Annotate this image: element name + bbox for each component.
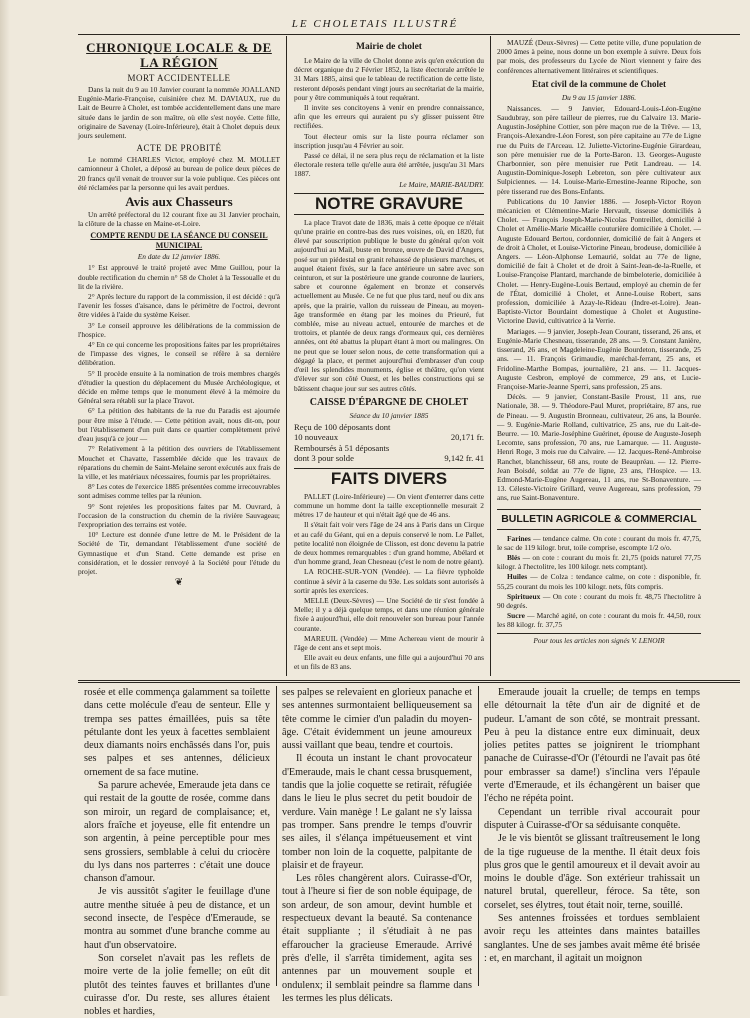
conseil-heading: COMPTE RENDU DE LA SÉANCE DU CONSEIL MUNICIPAL xyxy=(90,231,268,251)
story-paragraph: Je vis aussitôt s'agiter le feuillage d'une autre menthe située à peu de distance, et un second insecte, de l'espèce d'Emeraude, se montra au sommet d'une branche comme au haut d'un observatoire. xyxy=(84,886,270,951)
conseil-item: 1° Est approuvé le traité projeté avec Mme Guillou, pour la double rectification du chemin n° 58 de Cholet à la Tessoualle et du lit de la rivière. xyxy=(78,263,280,291)
avis-text: Un arrêté préfectoral du 12 courant fixe au 31 Janvier prochain, la clôture de la chasse en Maine-et-Loire. xyxy=(78,210,280,229)
caisse-row: 10 nouveaux 20,171 fr. xyxy=(294,432,484,443)
mauze-text: MAUZÉ (Deux-Sèvres) — Cette petite ville, d'une population de 2000 âmes à peine, nous donne un bon exemple à suivre. Deux fois par mois, des professeurs du Lycée de Niort viennent y faire des conférences alternativement littéraires et scientifiques. xyxy=(497,38,701,75)
column-divider xyxy=(276,686,277,986)
upper-column-2 xyxy=(294,38,484,674)
top-rule xyxy=(78,34,740,35)
section-rule xyxy=(78,680,740,681)
bulletin-item: Blés — on cote : courant du mois fr. 21,75 (poids naturel 77,75 kilogr. à l'hectolitre, les 100 kilogr. nets comptant). xyxy=(497,552,701,572)
probite-text: Le nommé CHARLES Victor, employé chez M. MOLLET camionneur à Cholet, a déposé au bureau de police deux pièces de 20 francs qu'il venait de trouver sur la voie publique. Ces pièces ont été réclamées par la personne qui les avait perdues. xyxy=(78,155,280,192)
mairie-text: Le Maire de la ville de Cholet donne avis qu'en exécution du décret organique du 2 Février 1852, la liste électorale arrêtée le 31 Mars 1885, ainsi que le tableau de rectification de cette liste, resteront déposés pendant vingt jours au secrétariat de la mairie, pour y être communiqués à tout requérant. xyxy=(294,56,484,102)
lower-column-2 xyxy=(282,686,472,1004)
mairie-text: Tout électeur omis sur la liste pourra réclamer son inscription jusqu'au 4 Février au soir. xyxy=(294,131,484,150)
story-paragraph: Emeraude jouait la cruelle; de temps en temps elle détournait la tête d'un air de dignité et de pudeur. L'amant de son côté, se montrait pressant. Peu à peu la distance entre eux diminuait, deux jolies petites pattes se joignirent le triomphant panache de Cuirasse-d'Or (l'étourdi ne l'avait pas ôté pour embrasser sa dame!) s'inclina vers l'épaule verte d'Emeraude, et ils échangèrent un baiser que l'écho ne répéta point. xyxy=(484,687,700,805)
deces-text: Décès. — 9 janvier, Constant-Basile Proust, 11 ans, rue Nationale, 38. — 9. Théodore-Paul Muret, propriétaire, 87 ans, rue de Pineau. — 9. Augustin Bronneau, cultivateur, 26 ans, la Bourée. — 9. Eugénie-Marie Rolland, cultivatrice, 25 ans, rue du Lait-de-Beurre. — 10. Marie-Joséphine Guérinet, épouse de Auguste-Joseph Lecomte, sans profession, 70 ans, rue Lamarque. — 11. Auguste-Henri Roge, 3 mois rue du Calvaire. — 12. Jacques-René-Ambroise Ranchet, blanchisseur, 68 ans, route de Beaupréau. — 12. Pierre-Jean Boisdé, soldat au 77e de ligne, 23 ans, l'Hospice. — 13. Edmond-Marie-Eugène Augereau, 11 ans, rue St-Bonaventure. — 13. Céleste-Victoire Grillard, veuve Augereau, sans profession, 79 ans, rue Saint-Bonaventure. xyxy=(497,392,701,503)
conseil-item: 9° Sont rejetées les propositions faites par M. Ouvrard, à l'occasion de la construction du chemin de la rivière Sauvageau; l'expropriation des terrains est votée. xyxy=(78,501,280,529)
lower-column-3 xyxy=(484,686,700,986)
etat-civil-heading: Etat civil de la commune de Cholet xyxy=(532,78,666,89)
faits-item: Elle avait eu deux enfants, une fille qui a aujourd'hui 70 ans et un fils de 83 ans. xyxy=(294,653,484,672)
conseil-date: En date du 12 janvier 1886. xyxy=(137,252,221,262)
conseil-item: 8° Les cotes de l'exercice 1885 présentées comme irrecouvrables sont admises comme telles par la réunion. xyxy=(78,482,280,501)
conseil-item: 6° La pétition des habitants de la rue du Paradis est ajournée pour être mise à l'étude. — Cette pétition avait, nous dit-on, pour but l'établissement d'un puit dans ce quartier complètement privé d'eau jusqu'à ce jour — xyxy=(78,406,280,444)
mairie-signature: Le Maire, MARIE-BAUDRY. xyxy=(399,179,484,189)
conseil-item: 7° Relativement à la pétition des ouvriers de l'établissement Mouchet et Chavatte, l'assemblée décide que les travaux de réparations du chemin de Saint-Melaine seront exécutés aux frais de la ville, et les matériaux nécessaires, fournis par les propriétaires. xyxy=(78,444,280,481)
conseil-item: 5° Il procède ensuite à la nomination de trois membres chargés d'étudier la question du déplacement du Musée Archéologique, et décide en même temps que le monument élevé à la mémoire du Général sera rétabli sur la place Travot. xyxy=(78,368,280,406)
caisse-row: dont 3 pour solde 9,142 fr. 41 xyxy=(294,453,484,464)
column-divider xyxy=(490,36,491,676)
conseil-item: 2° Après lecture du rapport de la commission, il est décidé : qu'à l'avenir les fosses d'aisance, dans le périmètre de l'octroi, devront être vidées à l'aide du système Keiser. xyxy=(78,292,280,320)
lower-column-1 xyxy=(84,686,270,1018)
publications-text: Publications du 10 Janvier 1886. — Joseph-Victor Royon mécanicien et Clémentine-Marie Hervault, tisseuse domiciliés à Cholet. — François Joseph-Marie-Nicolas Pontreillet, domicilié à Cholet et Amélie-Marie Micaëlle couturière domiciliée à Cholet. — Auguste Edouard Bertou, cordonnier, domicilié de fait à Angers et de droit à Cholet, et Louise-Victorine Pineau, brodeuse, domiciliée à Angers. — Léon-Alphonse Lemaurié, soldat au 77e de ligne, domicilié de fait à Cholet et de droit à Saint-Jean-de-la-Ruelle, et Louise-Françoise Plantard, marchande de bimbeloterie, domiciliée à Cholet. — Henry-Eugène-Louis Bertaud, employé au chemin de fer de l'État, domicilié à Cholet, et Anne-Louise Robert, sans profession, domiciliée à Azay-le-Rideau (Indre-et-Loire). Jean-Baptiste-Victor Bourdaint domestique à Cholet et Augustine-Victorine David, cultivatrice à la Verrie. xyxy=(497,196,701,326)
caisse-row: Remboursés à 51 déposants xyxy=(294,442,390,453)
upper-column-1 xyxy=(78,38,280,674)
story-paragraph: Les rôles changèrent alors. Cuirasse-d'Or, tout à l'heure si fier de son noble équipage, de son ardeur, de son amour, devint humble et respectueux devant la beauté. Sa contenance était suppliante ; il s'étudiait à ne pas effaroucher la gracieuse Emeraude. Arrivé près d'elle, il s'arrêta timidement, agita ses antennes par un mouvement souple et ondulenx; il semblait peindre sa flamme dans les termes les plus délicats. xyxy=(282,873,472,1004)
story-paragraph: rosée et elle commença galamment sa toilette dans cette molécule d'eau de senteur. Elle y trempa ses pattes émaillées, puis sa tête pétulante dont les yeux à facettes semblaient deux diamants noirs enchâssés dans l'or, puis ses palpes et ses antennes, délicieux ornement de sa face mutine. xyxy=(84,687,270,778)
caisse-date: Séance du 10 janvier 1885 xyxy=(349,410,429,420)
avis-heading: Avis aux Chasseurs xyxy=(125,194,233,210)
column-divider xyxy=(478,686,479,986)
caisse-heading: CAISSE D'ÉPARGNE DE CHOLET xyxy=(309,396,469,408)
etat-civil-date: Du 9 au 15 janvier 1886. xyxy=(561,92,637,102)
gravure-text: La place Travot date de 1836, mais à cette époque ce n'était qu'une prairie en contre-bas des rues voisines, où, en 1820, fut élevé par souscription publique le buste du général qu'on voit aujourd'hui au Mail, buste en bronze, œuvre de David d'Angers, posé sur un piédestal en granit rehaussé de plusieurs marches, et auquel étaient fixés, sur la face antérieure un sabre avec son ceinturon, et sur la postérieure une grande couronne de lauriers, sabre et couronne également en bronze et conservés actuellement au Musée. Ce ne fut que plus tard, neuf ou dix ans après, que la prairie, vallon du ruisseau de Pineau, au moyen-âge transformée en étang par les moines du Prieuré, fut comblée, mise au niveau actuel, entourée de marches et de trottoirs, et plantée de deux rangs d'ormeaux qui, ces dernières années, ont été abattus la plupart étant à mort ou malingres. On ne peut que se louer selon nous, de cette transformation qui a dégagé la place, et permet aujourd'hui d'embrasser d'un coup d'œil les splendides monuments, église et théâtre, qu'on vient d'élever sur son côté Ouest, et les belles constructions qui se bâtissent chaque jour sur ses autres côtés. xyxy=(294,217,484,393)
section-rule-double xyxy=(78,682,740,683)
faits-heading: FAITS DIVERS xyxy=(294,468,484,489)
page-fold-shadow xyxy=(0,0,10,996)
story-paragraph: ses palpes se relevaient en glorieux panache et ses antennes surmontaient belliqueusement sa tête comme le cimier d'un paladin du moyen-âge. C'était évidemment un jeune amoureux aussi vaillant que beau, tendre et courtois. xyxy=(282,687,472,752)
conseil-item: 3° Le conseil approuve les délibérations de la commission de l'hospice. xyxy=(78,320,280,339)
story-paragraph: Sa parure achevée, Emeraude jeta dans ce qui restait de la goutte de rosée, comme dans son miroir, un regard de complaisance; et, alors fraîche et joyeuse, elle fit entendre un son argentin, à peine perceptible pour mes sens grossiers, semblable à celui du criocère du lys dans nos parterres : c'était une douce chanson d'amour. xyxy=(84,780,270,885)
mort-heading: MORT ACCIDENTELLE xyxy=(127,73,231,83)
story-paragraph: Il écouta un instant le chant provocateur d'Emeraude, mais le chant cessa brusquement, tandis que la jolie coquette se retirait, réfugiée dans le lieu le plus secret du petit boudoir de verdure. Vain manège ! Le galant ne s'y laissa pas tromper. Sans prendre le temps d'ouvrir ses ailes, il s'élança impétueusement et vint tomber non loin de la coquette, palpitante de plaisir et de frayeur. xyxy=(282,753,472,871)
story-paragraph: Cependant un terrible rival accourait pour disputer à Cuirasse-d'Or sa séduisante conquête. xyxy=(484,806,700,831)
fleuron-ornament-icon: ❦ xyxy=(174,577,184,589)
faits-item: PALLET (Loire-Inférieure) — On vient d'enterrer dans cette commune un homme dont la taille exceptionnelle mesurait 2 mètres 17 de hauteur et qui n'était âgé que de 46 ans. xyxy=(294,491,484,520)
masthead: LE CHOLETAIS ILLUSTRÉ xyxy=(291,18,459,30)
caisse-row: Reçu de 100 déposants dont xyxy=(294,421,391,432)
story-paragraph: Je le vis bientôt se glissant traîtreusement le long de la tige rugueuse de la menthe. Il était deux fois plus gros que le gentil amoureux et il devait avoir au moins le double d'âge. Son extérieur trahissait un naturel brutal, querelleur, féroce. Sa tête, son corselet, ses élytres, tout était noir, terne, souillé. xyxy=(484,833,700,911)
column-divider xyxy=(286,36,287,676)
gravure-heading: NOTRE GRAVURE xyxy=(294,193,484,215)
faits-item: LA ROCHE-SUR-YON (Vendée). — La fièvre typhoïde continue à sévir à la caserne du 93e. Les soldats sont autorisés à sortir après les exercices. xyxy=(294,567,484,595)
faits-item: Il s'était fait voir vers l'âge de 24 ans à Paris dans un Cirque et au café du Géant, qui en a depuis conservé le nom. Le Pallet, petite localité non éloignée de Clisson, est donc devenu la patrie de deux hommes remarquables : d'un grand homme, Abélard et d'un homme grand, Jean Chesneau (c'est le nom de notre géant). xyxy=(294,520,484,567)
conseil-item: 10° Lecture est donnée d'une lettre de M. le Président de la Société de Tir, demandant l'établissement d'une société de Gymnastique et d'un Stand. Cette demande est prise en considération, et le dossier renvoyé à la Société pour l'étude du projet. xyxy=(78,530,280,576)
upper-column-3 xyxy=(497,38,701,674)
naissances-text: Naissances. — 9 Janvier, Edouard-Louis-Léon-Eugène Saudubray, son père tailleur de pierres, rue du Calvaire 13. Marie-Augustin-Joséphine Cottier, son père maçon rue de la Trêve. — 13, François-Alexandre-Léon Forest, son père capitaine au 77e de Ligne rue du Puits de l'Arceau. 12. Juliette-Victorine-Eugénie Girardeau, son père menuisier rue de la Porte-Baron. 13. Georges-Auguste Charbonnier, son père menuisier rue Petit Landreau. — 14. Augustin-Dominique-Joseph Lebreton, son père cultivateur aux Sulpiciennes. — 14. Louise-Marie-Ernestine-Jeanne Ripoche, son père tisserand rue des Bons-Enfants. xyxy=(497,103,701,196)
bulletin-item: Farines — tendance calme. On cote : courant du mois fr. 47,75, le sac de 119 kilogr. brut, toile comprise, escompte 1/2 o/o. xyxy=(497,533,701,552)
bulletin-item: Spiritueux — On cote : courant du mois fr. 48,75 l'hectolitre à 90 degrés. xyxy=(497,591,701,610)
mairie-heading: Mairie de cholet xyxy=(356,42,422,52)
footnote: Pour tous les articles non signés V. LENOIR xyxy=(497,633,701,645)
chronique-title: CHRONIQUE LOCALE & DE LA RÉGION xyxy=(86,40,272,70)
story-paragraph: Son corselet n'avait pas les reflets de moire verte de la jolie femelle; on eût dit plutôt des teintes fauves et brillantes d'une cuirasse d'or. Du reste, ses allures étaient nobles et hardies, xyxy=(84,952,270,1018)
story-paragraph: Ses antennes froissées et tordues semblaient avoir reçu les atteintes dans maintes batailles sanglantes. Une de ses jambes avait même été brisée : et, en marchant, il agitait un moignon xyxy=(484,913,700,964)
probite-heading: ACTE DE PROBITÉ xyxy=(136,143,222,154)
bulletin-item: Huiles — de Colza : tendance calme, on cote : disponible, fr. 55,25 courant du mois les 100 kilogr. nets, fûts compris. xyxy=(497,572,701,591)
mort-text: Dans la nuit du 9 au 10 Janvier courant la nommée JOALLAND Eugénie-Marie-Françoise, cuisinière chez M. DAVIAUX, rue du Lait de Beurre à Cholet, est tombée accidentellement dans une mare située dans le jardin de son maître, où elle s'est noyée. Cette fille, originaire de Savenay (Loire-Inférieure), était à Cholet depuis deux jours seulement. xyxy=(78,85,280,141)
faits-item: MAREUIL (Vendée) — Mme Achereau vient de mourir à l'âge de cent ans et sept mois. xyxy=(294,633,484,652)
mairie-text: Passé ce délai, il ne sera plus reçu de réclamation et la liste électorale restera telle qu'elle aura été arrêtée, jusqu'au 31 Mars 1887. xyxy=(294,151,484,179)
mairie-text: Il invite ses concitoyens à venir en prendre connaissance, afin que les erreurs qui auraient pu s'y glisser puissent être rectifiées. xyxy=(294,103,484,131)
mariages-text: Mariages. — 9 janvier, Joseph-Jean Courant, tisserand, 26 ans, et Eugénie-Marie Chesneau, tisserande, 28 ans. — 9. Constant Janière, tisserand, 26 ans, et Magdeleine-Eugénie Bourdeton, tisserande, 25 ans. — 11. François Grimaudie, maréchal-ferrant, 25 ans, et Fridoline-Marthe Bompas, journalière, 21 ans. — 11. Jacques-Auguste Cesbron, employé de commerce, 29 ans, et Lucie-Françoise-Marie-Jeanne Sperri, sans profession, 25 ans. xyxy=(497,326,701,391)
bulletin-heading: BULLETIN AGRICOLE & COMMERCIAL xyxy=(497,509,701,530)
bulletin-item: Sucre — Marché agité, on cote : courant du mois fr. 44,50, roux les 88 kilogr. fr. 37,75 xyxy=(497,611,701,630)
faits-item: MELLE (Deux-Sèvres) — Une Société de tir s'est fondée à Melle; il y a déjà quelque temps, et dans une réunion générale fixée à aujourd'hui, elle doit renouveler son bureau pour l'année courante. xyxy=(294,595,484,633)
conseil-item: 4° En ce qui concerne les propositions faites par les propriétaires de l'impasse des vignes, le conseil se réfère à sa dernière délibération. xyxy=(78,340,280,368)
